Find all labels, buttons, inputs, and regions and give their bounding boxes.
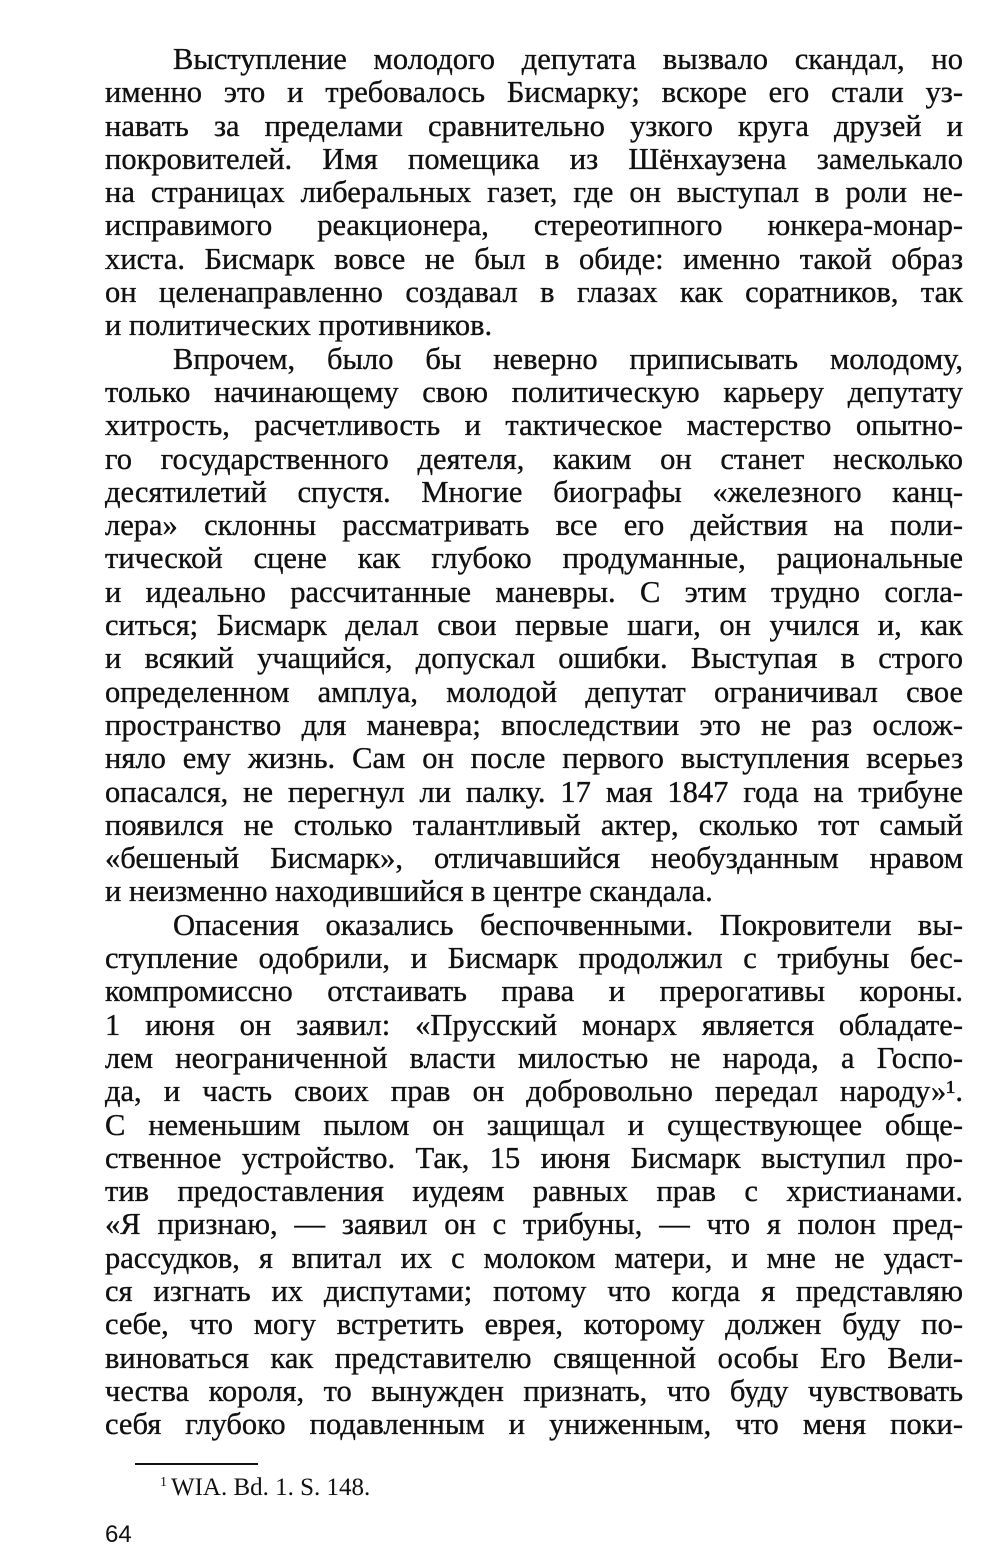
text-line: на страницах либеральных газет, где он выступал в роли не-	[105, 175, 963, 210]
text-line: «Я признаю, — заявил он с трибуны, — что я полон пред-	[105, 1207, 963, 1242]
text-line: именно это и требовалось Бисмарку; вскоре его стали уз-	[105, 75, 963, 110]
text-line: лем неограниченной власти милостью не народа, а Госпо-	[105, 1040, 963, 1075]
text-line: он целенаправленно создавал в глазах как соратников, так	[105, 275, 963, 310]
text-line: и политических противников.	[105, 308, 493, 343]
text-line: няло ему жизнь. Сам он после первого выступления всерьез	[105, 741, 963, 776]
text-line: себя глубоко подавленным и униженным, что меня поки-	[105, 1407, 963, 1442]
footnote-text: WIA. Bd. 1. S. 148.	[171, 1474, 371, 1501]
text-line: только начинающему свою политическую карьеру депутату	[105, 374, 963, 409]
text-line: десятилетий спустя. Многие биографы «железного канц-	[105, 474, 963, 509]
text-line: покровителей. Имя помещика из Шёнхаузена замелькало	[105, 141, 963, 176]
text-line: тив предоставления иудеям равных прав с христианами.	[105, 1174, 963, 1209]
paragraph	[105, 909, 963, 1442]
text-line: себе, что могу встретить еврея, которому должен буду по-	[105, 1307, 963, 1342]
text-line: Впрочем, было бы неверно приписывать молодому,	[173, 341, 963, 376]
text-line: компромиссно отстаивать права и прерогативы короны.	[105, 974, 963, 1009]
text-line: опасался, не перегнул ли палку. 17 мая 1847 года на трибуне	[105, 774, 963, 809]
text-line: появился не столько талантливый актер, сколько тот самый	[105, 807, 963, 842]
text-line: пространство для маневра; впоследствии это не раз ослож-	[105, 707, 963, 742]
footnote-marker: 1	[160, 1475, 167, 1490]
text-line: ситься; Бисмарк делал свои первые шаги, он учился и, как	[105, 608, 963, 643]
page-number: 64	[105, 1521, 132, 1548]
text-line: чества короля, то вынужден признать, что буду чувствовать	[105, 1373, 963, 1408]
text-line: и идеально рассчитанные маневры. С этим трудно согла-	[105, 574, 963, 609]
footnote-divider	[135, 1463, 258, 1465]
text-line: виноваться как представителю священной особы Его Вели-	[105, 1340, 963, 1375]
text-line: определенном амплуа, молодой депутат ограничивал свое	[105, 674, 963, 709]
text-line: и всякий учащийся, допускал ошибки. Выступая в строго	[105, 641, 963, 676]
text-line: навать за пределами сравнительно узкого круга друзей и	[105, 108, 963, 143]
text-line: ственное устройство. Так, 15 июня Бисмарк выступил про-	[105, 1140, 963, 1175]
text-line: хиста. Бисмарк вовсе не был в обиде: именно такой образ	[105, 241, 963, 276]
text-line: да, и часть своих прав он добровольно передал народу»¹.	[105, 1074, 963, 1109]
text-line: 1 июня он заявил: «Прусский монарх является обладате-	[105, 1007, 963, 1042]
text-line: и неизменно находившийся в центре скандала.	[105, 874, 713, 909]
text-line: исправимого реакционера, стереотипного юнкера-монар-	[105, 208, 963, 243]
text-line: го государственного деятеля, каким он станет несколько	[105, 441, 963, 476]
text-line: рассудков, я впитал их с молоком матери, и мне не удаст-	[105, 1240, 963, 1275]
text-line: С неменьшим пылом он защищал и существующее обще-	[105, 1107, 963, 1142]
text-line: Выступление молодого депутата вызвало скандал, но	[173, 42, 963, 76]
paragraph	[105, 43, 963, 343]
text-line: тической сцене как глубоко продуманные, рациональные	[105, 541, 963, 576]
text-line: Опасения оказались беспочвенными. Покровители вы-	[173, 907, 963, 942]
text-line: лера» склонны рассматривать все его действия на поли-	[105, 508, 963, 543]
text-line: ся изгнать их диспутами; потому что когда я представляю	[105, 1273, 963, 1308]
footnote	[160, 1474, 370, 1502]
text-line: «бешеный Бисмарк», отличавшийся необузданным нравом	[105, 841, 963, 876]
paragraph	[105, 343, 963, 909]
text-line: хитрость, расчетливость и тактическое мастерство опытно-	[105, 408, 963, 443]
body-text	[105, 43, 963, 1441]
text-line: ступление одобрили, и Бисмарк продолжил с трибуны бес-	[105, 941, 963, 976]
